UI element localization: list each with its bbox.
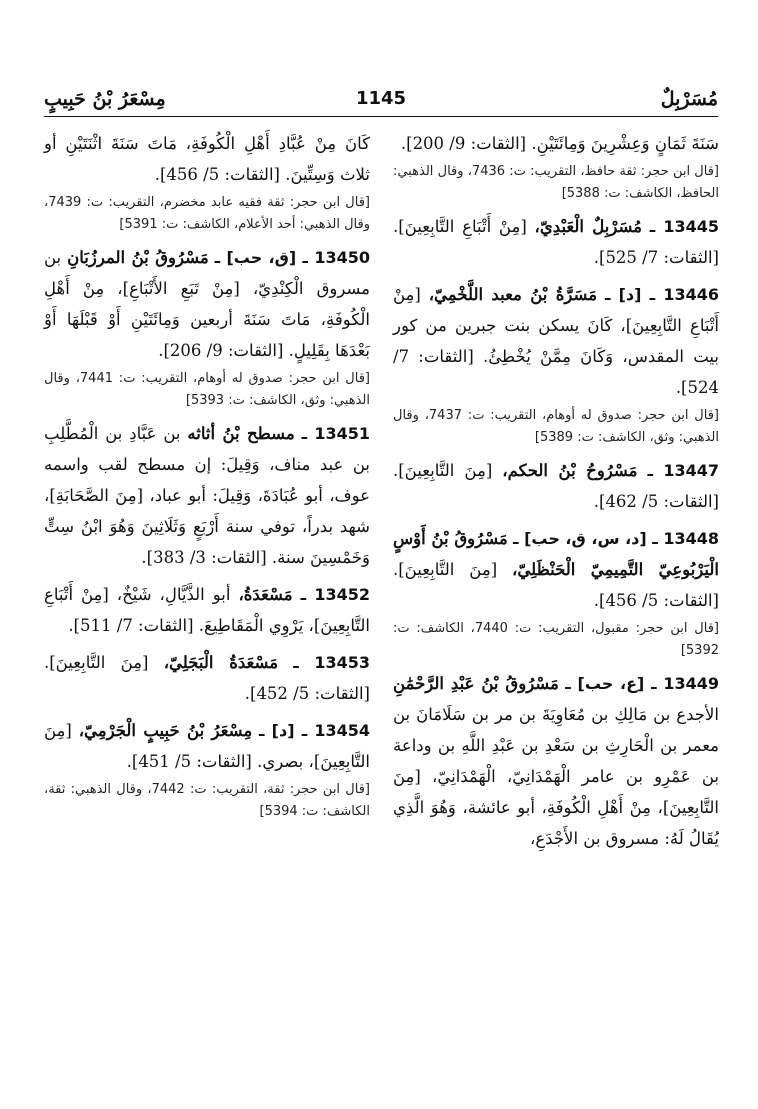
entry-number: 13454 ـ [د] ـ — [259, 721, 371, 740]
entry-13447 — [393, 455, 719, 517]
right-column — [393, 128, 719, 860]
entry-name: مَسَرَّةُ بْنُ معبد اللَّخْمِيّ، — [428, 285, 598, 304]
page-number: 1145 — [355, 88, 407, 109]
entry-text: [مِنَ التَّابِعِينَ]. [الثقات: 5/ 452]. — [44, 653, 370, 703]
entry-13453 — [44, 647, 370, 709]
entry-13454 — [44, 715, 370, 823]
entry-note: [قال ابن حجر: ثقة، التقريب: ت: 7442، وقال الذهبي: ثقة، الكاشف: ت: 5394] — [44, 782, 370, 819]
entry-number: 13448 ـ [د، س، ق، حب] ـ — [513, 529, 719, 548]
entry-number: 13450 ـ [ق، حب] ـ — [214, 248, 370, 267]
entry-13445 — [393, 211, 719, 273]
entry-text: بن مسروق الْكِنْدِيّ، [مِنْ تَبَعِ الأَتْبَاعِ]، مِنْ أَهْلِ الْكُوفَةِ، مَاتَ سَنَةَ أربعين وَمِائَتَيْنِ أَوْ قَبْلَهَا أَوْ بَعْدَهَا بِقَلِيلٍ. [الثقات: 9/ 206]. — [44, 248, 370, 360]
entry-continuation — [393, 128, 719, 205]
entry-text: [مِنَ التَّابِعِينَ]. [الثقات: 5/ 462]. — [393, 461, 719, 511]
entry-note: [قال ابن حجر: مقبول، التقريب: ت: 7440، الكاشف: ت: 5392] — [393, 621, 719, 658]
header-right-title: مُسَرْبِلٌ — [660, 88, 718, 110]
entry-name: مِسْعَرُ بْنُ حَبِيبٍ الْجَرْمِيّ، — [78, 721, 253, 740]
entry-number: 13445 ـ — [649, 217, 720, 236]
entry-text: الأجدع بن مَالِكِ بن مُعَاوِيَةَ بن مر بن سَلَامَانَ بن معمر بن الْحَارِثِ بن سَعْدِ بن عَبْدِ اللَّهِ بن وداعة بن عَمْرِو بن عامر الْهَمْدَانِيّ، الْهَمْدَانِيّ، [مِنَ التَّابِعِينَ]، مِنْ أَهْلِ الْكُوفَةِ، أبو عائشة، وَهُوَ الَّذِي يُقَالُ لَهُ: مسروق بن الأَجْدَعِ، — [393, 705, 719, 848]
entry-13449 — [393, 668, 719, 854]
entry-note: [قال ابن حجر: صدوق له أوهام، التقريب: ت: 7441، وقال الذهبي: وثق، الكاشف: ت: 5393] — [44, 371, 370, 408]
entry-text: كَانَ مِنْ عُبَّادِ أَهْلِ الْكُوفَةِ، مَاتَ سَنَةَ اثْنَتَيْنِ أو ثلاث وَسِتِّينَ. [الثقات: 5/ 456]. — [44, 134, 370, 184]
entry-note: [قال ابن حجر: صدوق له أوهام، التقريب: ت: 7437، وقال الذهبي: وثق، الكاشف: ت: 5389] — [393, 408, 719, 445]
entry-text: أبو الذَّيَّالِ، شَيْخٌ، [مِنْ أَتْبَاعِ التَّابِعِينَ]، يَرْوِي الْمَقَاطِيعَ. [الثقات: 7/ 511]. — [44, 585, 370, 635]
entry-13448 — [393, 523, 719, 662]
entry-text: [مِنَ التَّابِعِينَ]، بصري. [الثقات: 5/ 451]. — [44, 721, 370, 771]
entry-continuation — [44, 128, 370, 236]
entry-13452 — [44, 579, 370, 641]
entry-name: مَسْرُوقُ بْنُ المرزُبَانِ — [67, 248, 209, 267]
entry-text: بن عَبَّادِ بن الْمُطَّلِبِ بن عبد مناف، وَقِيلَ: إن مسطح لقب واسمه عوف، أبو عُبَادَةَ، وَقِيلَ: أبو عباد، [مِنَ الصَّحَابَةِ]، شهد بدراً، توفي سنة أَرْبَعٍ وَثَلَاثِينَ وَهُوَ ابْنُ سِتٍّ وَخَمْسِينَ سنة. [الثقات: 3/ 383]. — [44, 424, 370, 567]
entry-text: سَنَةَ ثَمَانٍ وَعِشْرِينَ وَمِائَتَيْنِ. [الثقات: 9/ 200]. — [400, 134, 719, 153]
entry-name: مُسَرْبِلٌ الْعَبْدِيّ، — [534, 217, 643, 236]
entry-13450 — [44, 242, 370, 412]
entry-number: 13449 ـ [ع، حب] ـ — [565, 674, 719, 693]
entry-number: 13453 ـ — [293, 653, 370, 672]
entry-name: مَسْرُوقُ بْنُ أَوْسٍ الْيَرْبُوعِيّ التَّمِيمِيّ الْحَنْظَلِيّ، — [393, 529, 719, 579]
entry-number: 13446 ـ [د] ـ — [604, 285, 719, 304]
entry-number: 13447 ـ — [647, 461, 719, 480]
entry-text: [مِنْ أَتْبَاعِ التَّابِعِينَ]. [الثقات: 7/ 525]. — [393, 217, 719, 267]
entry-text: [مِنْ أَتْبَاعِ التَّابِعِينَ]، كَانَ يسكن بنت جبرين من كور بيت المقدس، وَكَانَ مِمَّنْ يُخْطِئُ. [الثقات: 7/ 524]. — [393, 285, 719, 397]
entry-name: مَسْعَدَةُ، — [238, 585, 293, 604]
entry-number: 13451 ـ — [301, 424, 370, 443]
entry-text: [مِنَ التَّابِعِينَ]. [الثقات: 5/ 456]. — [393, 560, 719, 610]
page-header — [44, 88, 718, 114]
entry-name: مَسْرُوقُ بْنُ عَبْدِ الرَّحْمَٰنِ — [393, 674, 559, 693]
entry-13446 — [393, 279, 719, 449]
entry-note: [قال ابن حجر: ثقة حافظ، التقريب: ت: 7436، وقال الذهبي: الحافظ، الكاشف: ت: 5388] — [393, 164, 720, 201]
entry-name: مَسْرُوحُ بْنُ الحكم، — [502, 461, 638, 480]
entry-name: مَسْعَدَةُ الْبَجَلِيّ، — [163, 653, 279, 672]
entry-13451 — [44, 418, 370, 573]
left-column — [44, 128, 370, 829]
header-rule — [44, 116, 718, 117]
entry-number: 13452 ـ — [300, 585, 371, 604]
header-left-title: مِسْعَرُ بْنُ حَبِيبٍ — [44, 88, 166, 110]
entry-note: [قال ابن حجر: ثقة فقيه عابد مخضرم، التقريب: ت: 7439، وقال الذهبي: أحد الأعلام، الكاشف: ت: 5391] — [44, 195, 370, 232]
entry-name: مسطح بْنُ أثاثه — [187, 424, 295, 443]
